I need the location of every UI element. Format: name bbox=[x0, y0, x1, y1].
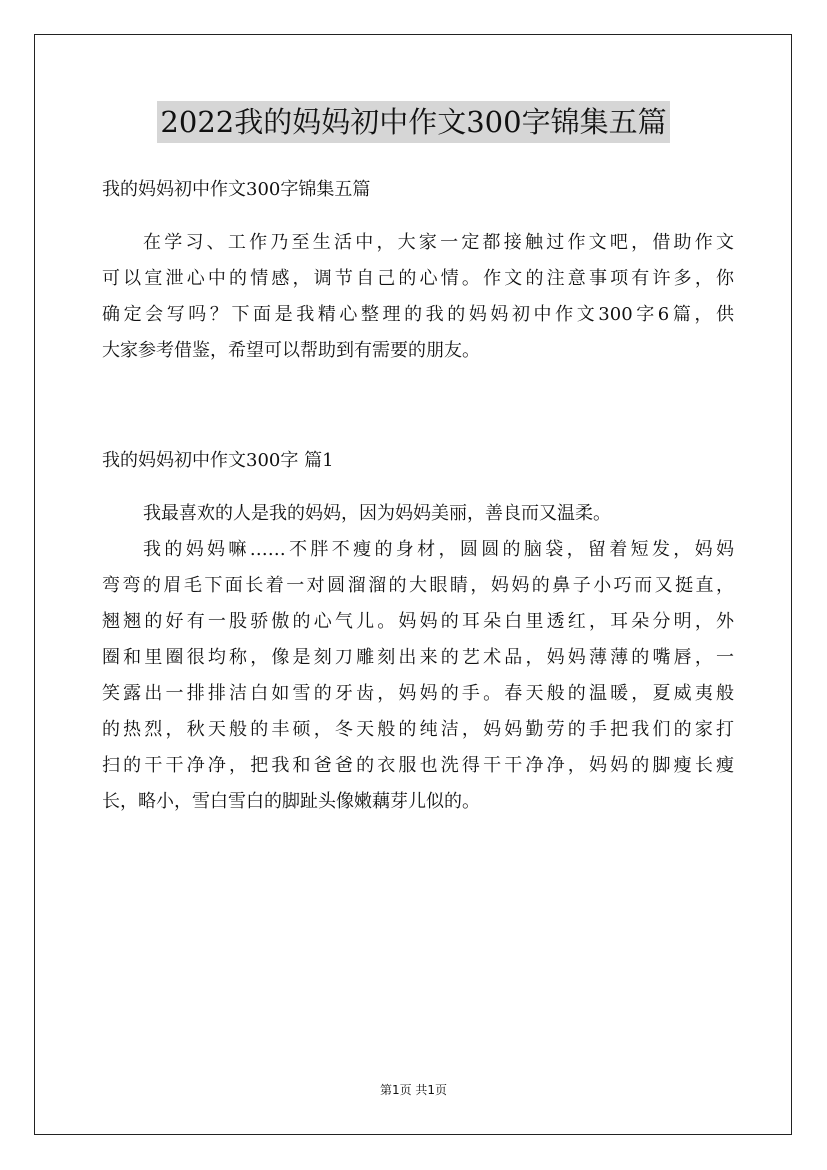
paragraph-line[interactable]: 我的妈妈嘛……不胖不瘦的身材，圆圆的脑袋，留着短发，妈妈 bbox=[143, 539, 734, 560]
paragraph-line[interactable]: 笑露出一排排洁白如雪的牙齿，妈妈的手。春天般的温暖，夏威夷般 bbox=[102, 683, 734, 704]
paragraph-line[interactable]: 圈和里圈很均称，像是刻刀雕刻出来的艺术品，妈妈薄薄的嘴唇，一 bbox=[102, 647, 734, 668]
document-title[interactable]: 2022我的妈妈初中作文300字锦集五篇 bbox=[157, 101, 669, 143]
document-subtitle[interactable]: 我的妈妈初中作文300字锦集五篇 bbox=[102, 179, 371, 200]
page-footer: 第1页 共1页 bbox=[379, 1083, 448, 1097]
intro-line[interactable]: 可以宣泄心中的情感，调节自己的心情。作文的注意事项有许多，你 bbox=[102, 268, 734, 289]
paragraph-1 bbox=[102, 496, 734, 532]
paragraph-line[interactable]: 弯弯的眉毛下面长着一对圆溜溜的大眼睛，妈妈的鼻子小巧而又挺直， bbox=[102, 575, 734, 596]
paragraph-line[interactable]: 的热烈，秋天般的丰硕，冬天般的纯洁，妈妈勤劳的手把我们的家打 bbox=[102, 719, 734, 740]
paragraph-line[interactable]: 扫的干干净净，把我和爸爸的衣服也洗得干干净净，妈妈的脚瘦长瘦 bbox=[102, 755, 734, 776]
document-body bbox=[102, 172, 734, 820]
section-heading[interactable]: 我的妈妈初中作文300字 篇1 bbox=[102, 450, 334, 471]
paragraph-line[interactable]: 我最喜欢的人是我的妈妈，因为妈妈美丽，善良而又温柔。 bbox=[143, 503, 611, 524]
paragraph-line[interactable]: 翘翘的好有一股骄傲的心气儿。妈妈的耳朵白里透红，耳朵分明，外 bbox=[102, 611, 734, 632]
paragraph-line[interactable]: 长，略小，雪白雪白的脚趾头像嫩藕芽儿似的。 bbox=[102, 791, 480, 812]
intro-line[interactable]: 大家参考借鉴，希望可以帮助到有需要的朋友。 bbox=[102, 340, 480, 361]
title-container bbox=[0, 101, 827, 143]
intro-paragraph bbox=[102, 225, 734, 369]
intro-line[interactable]: 在学习、工作乃至生活中，大家一定都接触过作文吧，借助作文 bbox=[143, 232, 734, 253]
intro-line[interactable]: 确定会写吗？下面是我精心整理的我的妈妈初中作文300字6篇，供 bbox=[102, 304, 734, 325]
paragraph-2 bbox=[102, 532, 734, 820]
